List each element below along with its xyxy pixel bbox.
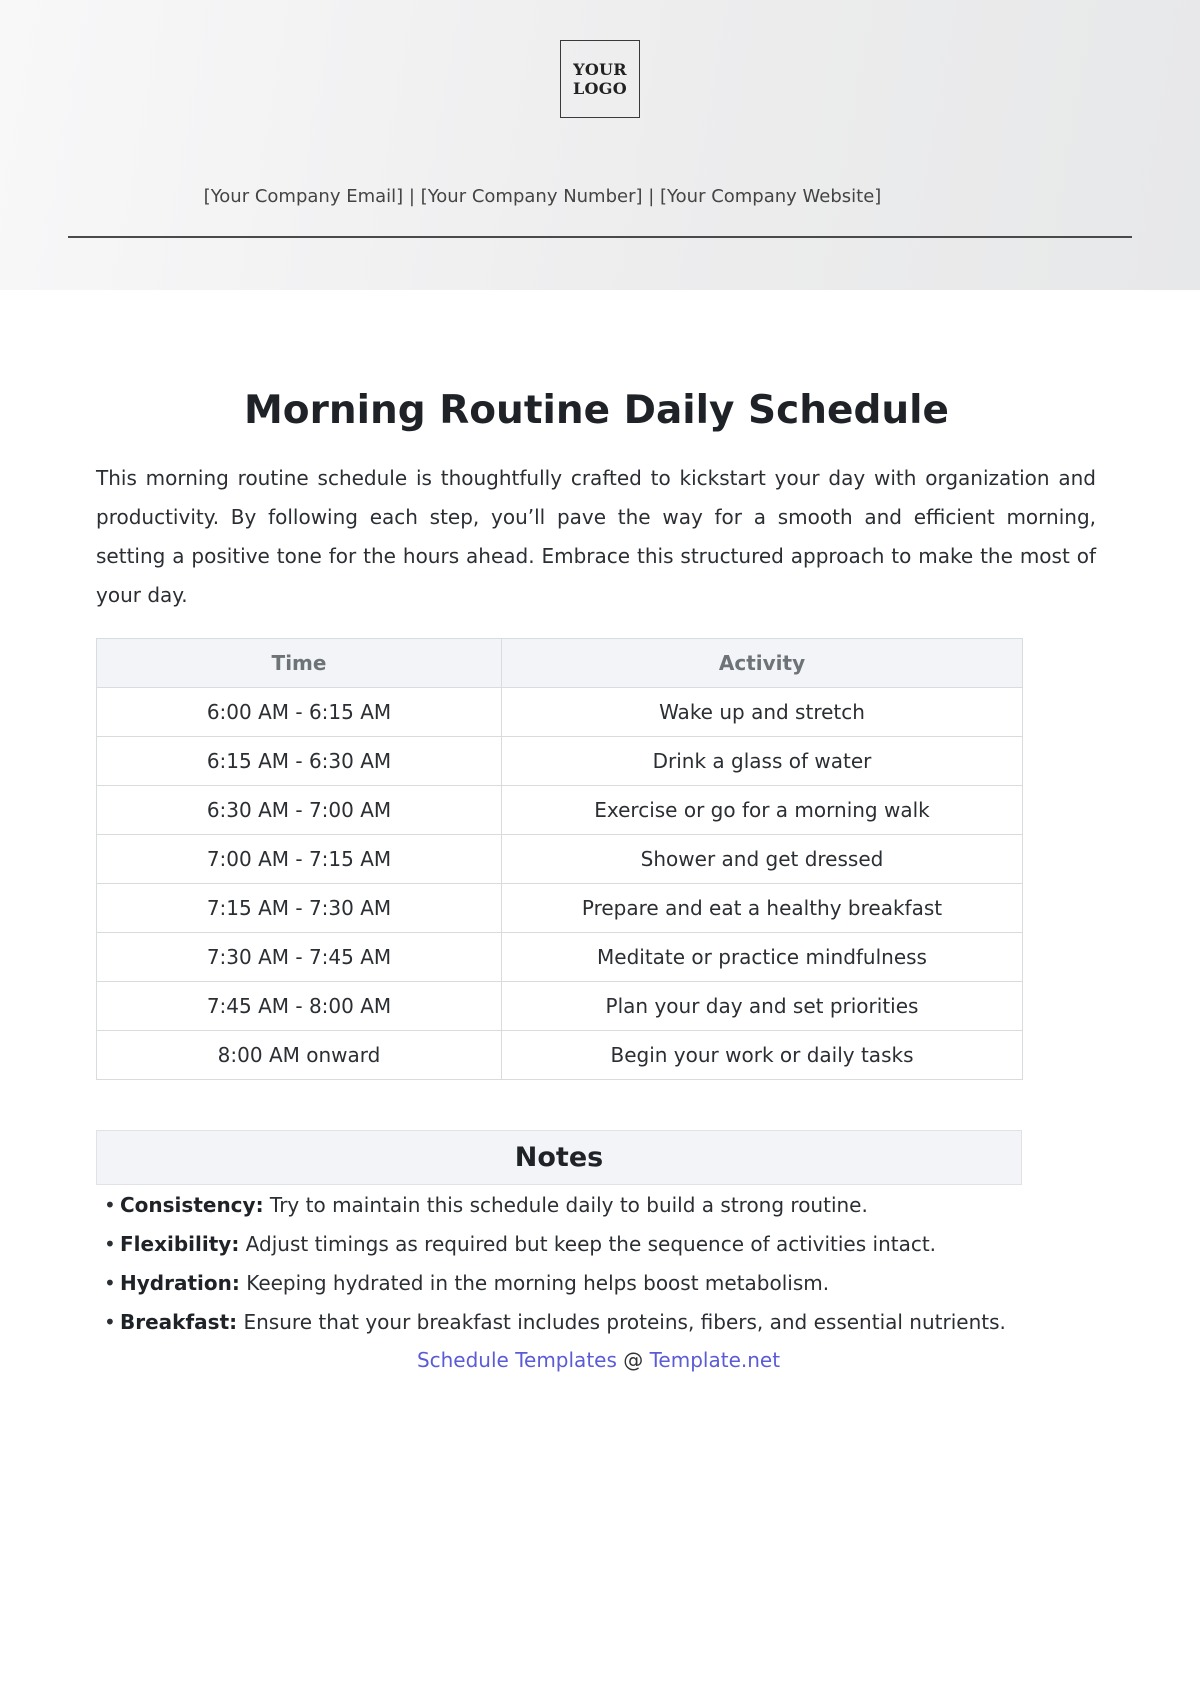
activity-cell: Exercise or go for a morning walk bbox=[502, 786, 1023, 835]
notes-list bbox=[104, 1186, 1104, 1342]
list-item bbox=[104, 1186, 1104, 1225]
logo-line-1: YOUR bbox=[573, 60, 627, 79]
list-item bbox=[104, 1264, 1104, 1303]
table-row bbox=[97, 884, 1023, 933]
table-row bbox=[97, 688, 1023, 737]
activity-cell: Plan your day and set priorities bbox=[502, 982, 1023, 1031]
time-cell: 6:15 AM - 6:30 AM bbox=[97, 737, 502, 786]
template-net-link[interactable]: Template.net bbox=[649, 1348, 781, 1372]
bullet-icon: • bbox=[104, 1271, 116, 1295]
table-row bbox=[97, 786, 1023, 835]
note-term: Consistency: bbox=[120, 1193, 264, 1217]
time-cell: 7:15 AM - 7:30 AM bbox=[97, 884, 502, 933]
footer-separator: @ bbox=[616, 1348, 650, 1372]
note-text: Adjust timings as required but keep the sequence of activities intact. bbox=[239, 1232, 937, 1256]
bullet-icon: • bbox=[104, 1310, 116, 1334]
note-term: Flexibility: bbox=[120, 1232, 240, 1256]
schedule-table bbox=[96, 638, 1023, 1080]
note-text: Keeping hydrated in the morning helps boost metabolism. bbox=[239, 1271, 830, 1295]
activity-cell: Drink a glass of water bbox=[502, 737, 1023, 786]
note-text: Ensure that your breakfast includes proteins, fibers, and essential nutrients. bbox=[237, 1310, 1006, 1334]
schedule-templates-link[interactable]: Schedule Templates bbox=[416, 1348, 617, 1372]
notes-heading: Notes bbox=[96, 1130, 1022, 1185]
time-cell: 7:30 AM - 7:45 AM bbox=[97, 933, 502, 982]
table-row bbox=[97, 835, 1023, 884]
time-cell: 6:00 AM - 6:15 AM bbox=[97, 688, 502, 737]
note-term: Hydration: bbox=[120, 1271, 240, 1295]
company-logo bbox=[560, 40, 640, 118]
time-cell: 7:45 AM - 8:00 AM bbox=[97, 982, 502, 1031]
table-row bbox=[97, 1031, 1023, 1080]
table-row bbox=[97, 982, 1023, 1031]
company-contact-line: [Your Company Email] | [Your Company Number] | [Your Company Website] bbox=[203, 186, 882, 207]
activity-cell: Wake up and stretch bbox=[502, 688, 1023, 737]
bullet-icon: • bbox=[104, 1232, 116, 1256]
time-cell: 7:00 AM - 7:15 AM bbox=[97, 835, 502, 884]
time-cell: 6:30 AM - 7:00 AM bbox=[97, 786, 502, 835]
note-term: Breakfast: bbox=[120, 1310, 238, 1334]
activity-cell: Meditate or practice mindfulness bbox=[502, 933, 1023, 982]
activity-cell: Begin your work or daily tasks bbox=[502, 1031, 1023, 1080]
activity-cell: Prepare and eat a healthy breakfast bbox=[502, 884, 1023, 933]
footer-credit bbox=[0, 1348, 1200, 1372]
header-band bbox=[0, 0, 1200, 290]
note-text: Try to maintain this schedule daily to build a strong routine. bbox=[263, 1193, 868, 1217]
time-cell: 8:00 AM onward bbox=[97, 1031, 502, 1080]
page-title: Morning Routine Daily Schedule bbox=[244, 388, 949, 433]
table-row bbox=[97, 737, 1023, 786]
column-header-time: Time bbox=[97, 639, 502, 688]
logo-line-2: LOGO bbox=[573, 79, 627, 98]
list-item bbox=[104, 1225, 1104, 1264]
activity-cell: Shower and get dressed bbox=[502, 835, 1023, 884]
table-row bbox=[97, 933, 1023, 982]
list-item bbox=[104, 1303, 1104, 1342]
intro-paragraph: This morning routine schedule is thoughtfully crafted to kickstart your day with organization and productivity. By following each step, you’ll pave the way for a smooth and efficient morning, setting a positive tone for the hours ahead. Embrace this structured approach to make the most of your day. bbox=[96, 466, 1096, 607]
bullet-icon: • bbox=[104, 1193, 116, 1217]
table-header-row bbox=[97, 639, 1023, 688]
column-header-activity: Activity bbox=[502, 639, 1023, 688]
header-divider bbox=[68, 236, 1132, 238]
